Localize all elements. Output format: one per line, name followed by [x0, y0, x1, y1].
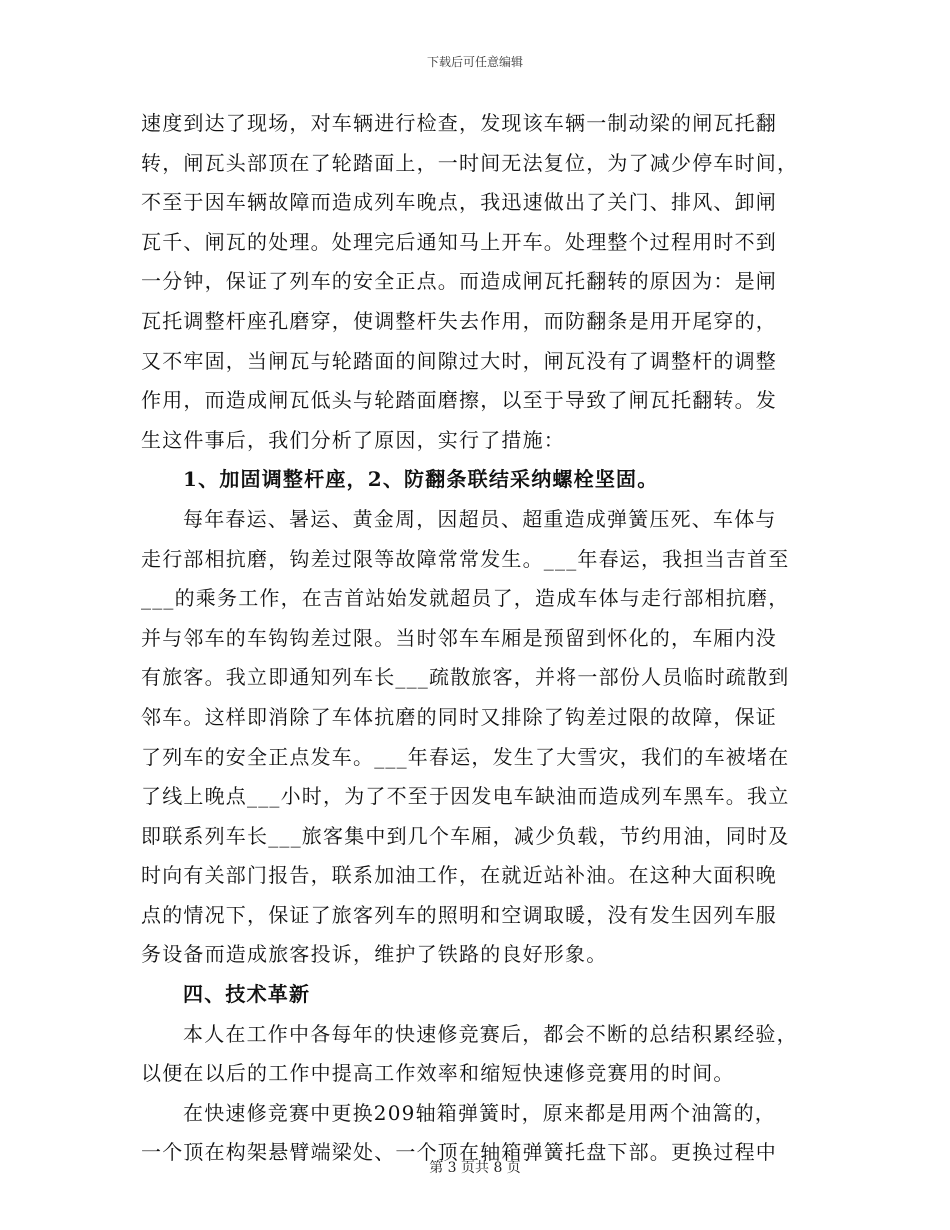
paragraph-line: 瓦千、闸瓦的处理。处理完后通知马上开车。处理整个过程用时不到	[141, 229, 777, 254]
paragraph-line: 转，闸瓦头部顶在了轮踏面上，一时间无法复位，为了减少停车时间，	[141, 150, 799, 175]
section-heading: 四、技术革新	[183, 982, 311, 1007]
page-footer: 第 3 页共 8 页	[429, 1160, 521, 1176]
paragraph-line: 邻车。这样即消除了车体抗磨的同时又排除了钩差过限的故障，保证	[141, 704, 777, 729]
body-text	[141, 104, 821, 1173]
paragraph-line: 了列车的安全正点发车。___年春运，发生了大雪灾，我们的车被堵在	[141, 744, 790, 769]
paragraph-line: 时向有关部门报告，联系加油工作，在就近站补油。在这种大面积晚	[141, 863, 777, 888]
paragraph-line: 不至于因车辆故障而造成列车晚点，我迅速做出了关门、排风、卸闸	[141, 190, 777, 215]
paragraph-line: 生这件事后，我们分析了原因，实行了措施：	[141, 427, 565, 452]
paragraph-line: 有旅客。我立即通知列车长___疏散旅客，并将一部份人员临时疏散到	[141, 665, 790, 690]
paragraph-line: 以便在以后的工作中提高工作效率和缩短快速修竞赛用的时间。	[141, 1061, 735, 1086]
section-heading: 1、加固调整杆座，2、防翻条联结采纳螺栓坚固。	[183, 467, 659, 492]
paragraph-line: ___的乘务工作，在吉首站始发就超员了，造成车体与走行部相抗磨，	[141, 586, 790, 611]
page-header: 下载后可任意编辑	[426, 55, 523, 69]
paragraph-line: 点的情况下，保证了旅客列车的照明和空调取暖，没有发生因列车服	[141, 902, 777, 927]
paragraph-line: 并与邻车的车钩钩差过限。当时邻车车厢是预留到怀化的，车厢内没	[141, 625, 777, 650]
paragraph-line: 本人在工作中各每年的快速修竞赛后，都会不断的总结积累经验，	[183, 1021, 798, 1046]
paragraph-line: 速度到达了现场，对车辆进行检查，发现该车辆一制动梁的闸瓦托翻	[141, 111, 777, 135]
paragraph-line: 又不牢固，当闸瓦与轮踏面的间隙过大时，闸瓦没有了调整杆的调整	[141, 348, 777, 373]
paragraph-line: 每年春运、暑运、黄金周，因超员、超重造成弹簧压死、车体与	[183, 506, 777, 531]
paragraph-line: 即联系列车长___旅客集中到几个车厢，减少负载，节约用油，同时及	[141, 823, 790, 848]
paragraph-line: 一分钟，保证了列车的安全正点。而造成闸瓦托翻转的原因为：是闸	[141, 269, 777, 294]
paragraph-line: 了线上晚点___小时，为了不至于因发电车缺油而造成列车黑车。我立	[141, 784, 790, 809]
paragraph-line: 务设备而造成旅客投诉，维护了铁路的良好形象。	[141, 942, 608, 967]
paragraph-line: 作用，而造成闸瓦低头与轮踏面磨擦，以至于导致了闸瓦托翻转。发	[141, 388, 777, 413]
paragraph-line: 在快速修竞赛中更换209轴箱弹簧时，原来都是用两个油篙的，	[183, 1100, 776, 1125]
paragraph-line: 瓦托调整杆座孔磨穿，使调整杆失去作用，而防翻条是用开尾穿的，	[141, 308, 777, 333]
paragraph-line: 一个顶在构架悬臂端梁处、一个顶在轴箱弹簧托盘下部。更换过程中	[141, 1140, 777, 1165]
paragraph-line: 走行部相抗磨，钩差过限等故障常常发生。___年春运，我担当吉首至	[141, 546, 790, 571]
